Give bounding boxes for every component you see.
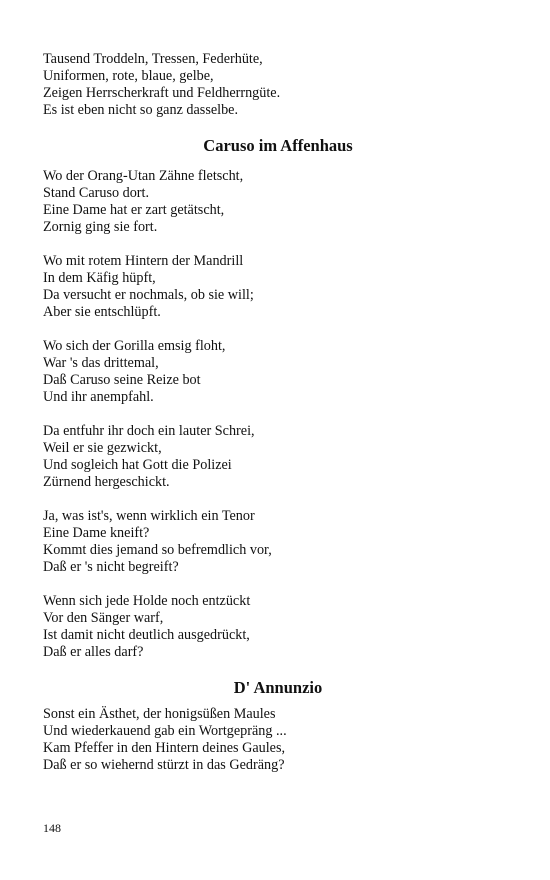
poem-line: Ist damit nicht deutlich ausgedrückt, [43,627,250,643]
poem-line: Zürnend hergeschickt. [43,474,170,490]
poem-line: Uniformen, rote, blaue, gelbe, [43,68,214,84]
poem-line: Daß er 's nicht begreift? [43,559,179,575]
poem-line: Tausend Troddeln, Tressen, Federhüte, [43,51,263,67]
intro-stanza [43,51,513,119]
poem-line: Wenn sich jede Holde noch entzückt [43,593,251,609]
caruso-stanza-3 [43,338,513,406]
caruso-stanza-5 [43,508,513,576]
poem-line: Daß Caruso seine Reize bot [43,372,201,388]
caruso-stanza-4 [43,423,513,491]
poem-line: Und wiederkauend gab ein Wortgepräng ... [43,723,287,739]
poem-line: Kam Pfeffer in den Hintern deines Gaules, [43,740,286,756]
poem-line: Eine Dame hat er zart getätscht, [43,202,225,218]
poem-line: Und ihr anempfahl. [43,389,154,405]
poem-line: Ja, was ist's, wenn wirklich ein Tenor [43,508,255,524]
poem-line: Zeigen Herrscherkraft und Feldherrngüte. [43,85,281,101]
poem-line: Sonst ein Ästhet, der honigsüßen Maules [43,706,276,722]
poem-line: Da entfuhr ihr doch ein lauter Schrei, [43,423,255,439]
poem-line: Wo mit rotem Hintern der Mandrill [43,253,244,269]
poem-line: Eine Dame kneift? [43,525,150,541]
poem-line: Wo der Orang-Utan Zähne fletscht, [43,168,244,184]
caruso-stanza-1 [43,168,513,236]
poem-line: Weil er sie gezwickt, [43,440,162,456]
poem-line: Aber sie entschlüpft. [43,304,161,320]
poem-line: Daß er alles darf? [43,644,144,660]
dannunzio-stanza-1 [43,706,513,774]
page-body [43,51,513,791]
poem-title-caruso: Caruso im Affenhaus [203,136,353,155]
caruso-stanza-6 [43,593,513,661]
page-number: 148 [43,821,61,835]
poem-line: Vor den Sänger warf, [43,610,164,626]
poem-line: Daß er so wiehernd stürzt in das Gedräng? [43,757,285,773]
poem-line: Stand Caruso dort. [43,185,150,201]
poem-line: Kommt dies jemand so befremdlich vor, [43,542,272,558]
poem-line: War 's das drittemal, [43,355,159,371]
poem-title-dannunzio: D' Annunzio [233,678,323,697]
poem-line: Wo sich der Gorilla emsig floht, [43,338,226,354]
caruso-stanza-2 [43,253,513,321]
poem-line: In dem Käfig hüpft, [43,270,156,286]
poem-line: Es ist eben nicht so ganz dasselbe. [43,102,239,118]
poem-line: Und sogleich hat Gott die Polizei [43,457,232,473]
poem-line: Da versucht er nochmals, ob sie will; [43,287,254,303]
poem-line: Zornig ging sie fort. [43,219,158,235]
